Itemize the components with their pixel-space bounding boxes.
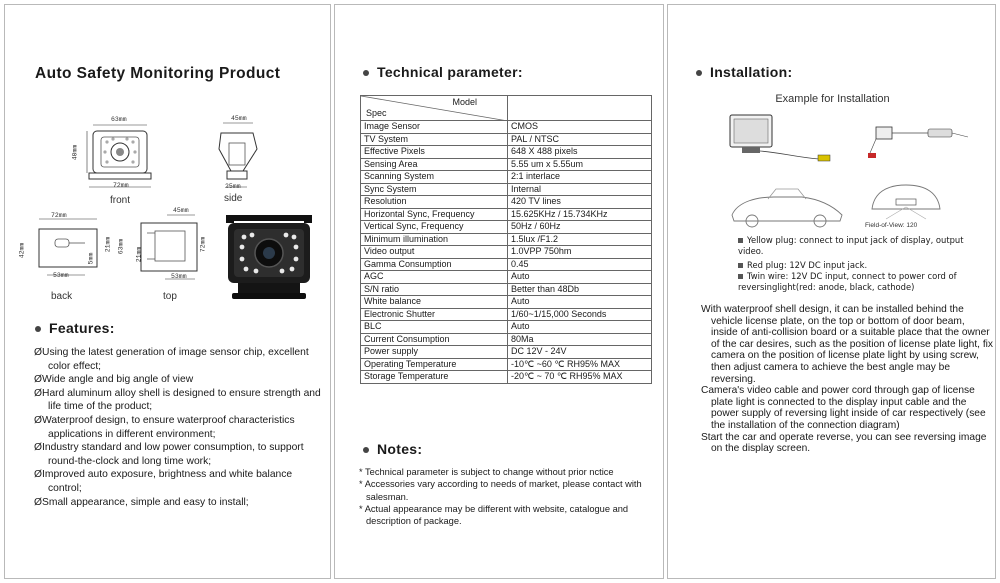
spec-value-cell: DC 12V - 24V xyxy=(508,346,652,359)
table-row xyxy=(361,133,652,146)
spec-value-cell: PAL / NTSC xyxy=(508,133,652,146)
table-row xyxy=(361,158,652,171)
dim-back-left: 42mm xyxy=(18,242,26,259)
spec-value-cell: CMOS xyxy=(508,121,652,134)
spec-value-cell: 0.45 xyxy=(508,258,652,271)
dim-top-top: 45mm xyxy=(173,207,189,214)
spec-value-cell: 15.625KHz / 15.734KHz xyxy=(508,208,652,221)
header-diagonal-cell xyxy=(361,96,508,121)
dim-top-mid: 21mm xyxy=(135,246,143,263)
list-item: ØHard aluminum alloy shell is designed to ensure strength and life time of the product; xyxy=(34,387,321,413)
dim-front-height: 40mm xyxy=(71,144,79,161)
table-row xyxy=(361,258,652,271)
spec-value-cell: 1/60~1/15,000 Seconds xyxy=(508,308,652,321)
spec-value-cell: 420 TV lines xyxy=(508,196,652,209)
notes-list xyxy=(359,466,659,527)
red-plug-note: Red plug: 12V DC input jack. xyxy=(738,260,988,271)
dim-back-bottom: 53mm xyxy=(53,272,69,279)
spec-name-cell: Effective Pixels xyxy=(361,146,508,159)
spec-name-cell: Sensing Area xyxy=(361,158,508,171)
installation-panel xyxy=(667,4,996,579)
table-row xyxy=(361,358,652,371)
dim-front-width-bottom: 72mm xyxy=(113,182,129,189)
spec-value-cell: 1.5lux /F1.2 xyxy=(508,233,652,246)
notes-heading: Notes: xyxy=(363,441,422,457)
installation-steps xyxy=(701,304,993,455)
spec-name-cell: Gamma Consumption xyxy=(361,258,508,271)
list-item: With waterproof shell design, it can be installed behind the vehicle license plate, on the top or bottom of door beam, inside of anti-collision board or a suitable place that the owner of the car desires, such as the position of license plate light, fix camera on the position of license plate light by using screw, then adjust camera to achieve the best angle may be reversing. xyxy=(701,304,994,385)
table-row xyxy=(361,171,652,184)
caption-back: back xyxy=(51,291,73,302)
spec-value-cell: 648 X 488 pixels xyxy=(508,146,652,159)
spec-value-cell: -20℃ ~ 70 ℃ RH95% MAX xyxy=(508,371,652,384)
spec-name-cell: Storage Temperature xyxy=(361,371,508,384)
spec-value-cell: Auto xyxy=(508,271,652,284)
monitor-drawing xyxy=(724,113,854,175)
spec-value-cell: 1.0VPP 750hm xyxy=(508,246,652,259)
dim-back-mid1: 21mm xyxy=(104,236,112,253)
spec-value-cell: Better than 48Db xyxy=(508,283,652,296)
spec-name-cell: Minimum illumination xyxy=(361,233,508,246)
list-item: ØImproved auto exposure, brightness and white balance control; xyxy=(34,469,293,494)
table-row xyxy=(361,183,652,196)
spec-name-cell: Power supply xyxy=(361,346,508,359)
table-row xyxy=(361,146,652,159)
list-item: Camera's video cable and power cord through gap of license plate light is connected to the display input cable and the power supply of reversing light inside of car respectively (see the installation of the connection diagram) xyxy=(701,385,986,431)
car-rear-drawing xyxy=(866,177,946,221)
spec-value-cell: 80Ma xyxy=(508,333,652,346)
spec-name-cell: White balance xyxy=(361,296,508,309)
bullet-icon xyxy=(696,70,702,76)
list-item: * Technical parameter is subject to change without prior nctice xyxy=(359,467,614,477)
dim-side-top: 45mm xyxy=(231,115,247,122)
table-row xyxy=(361,283,652,296)
spec-name-cell: Operating Temperature xyxy=(361,358,508,371)
table-row xyxy=(361,296,652,309)
spec-name-cell: AGC xyxy=(361,271,508,284)
spec-table xyxy=(360,95,652,384)
dim-top-right: 72mm xyxy=(199,236,207,253)
table-row xyxy=(361,196,652,209)
technical-panel xyxy=(334,4,664,579)
spec-value-cell: Internal xyxy=(508,183,652,196)
bullet-icon xyxy=(363,447,369,453)
list-item: ØWaterproof design, to ensure waterproof characteristics applications in different environment; xyxy=(34,414,295,440)
spec-name-cell: Vertical Sync, Frequency xyxy=(361,221,508,234)
spec-value-cell: 5.55 um x 5.55um xyxy=(508,158,652,171)
table-row xyxy=(361,308,652,321)
features-heading: Features: xyxy=(35,320,115,336)
camera-photo xyxy=(218,213,320,303)
spec-value-cell: 2:1 interlace xyxy=(508,171,652,184)
spec-name-cell: Electronic Shutter xyxy=(361,308,508,321)
table-row xyxy=(361,121,652,134)
bullet-icon xyxy=(35,326,41,332)
spec-value-cell: Auto xyxy=(508,321,652,334)
bullet-icon xyxy=(363,70,369,76)
spec-name-cell: Video output xyxy=(361,246,508,259)
list-item: * Actual appearance may be different with website, catalogue and description of package. xyxy=(359,503,629,527)
spec-name-cell: BLC xyxy=(361,321,508,334)
dim-back-mid2: 5mm xyxy=(87,252,95,265)
example-title: Example for Installation xyxy=(775,93,890,105)
technical-heading: Technical parameter: xyxy=(363,64,523,80)
spec-name-cell: Scanning System xyxy=(361,171,508,184)
product-title: Auto Safety Monitoring Product xyxy=(35,65,281,82)
square-bullet-icon xyxy=(738,274,743,279)
fov-label: Field-of-View: 120 xyxy=(865,222,918,229)
table-row xyxy=(361,208,652,221)
camera-cable-drawing xyxy=(868,123,978,163)
caption-side: side xyxy=(224,193,243,204)
table-row xyxy=(361,221,652,234)
table-row xyxy=(361,321,652,334)
table-row xyxy=(361,371,652,384)
spec-name-cell: TV System xyxy=(361,133,508,146)
header-model: Model xyxy=(452,97,477,107)
spec-name-cell: Resolution xyxy=(361,196,508,209)
spec-name-cell: Current Consumption xyxy=(361,333,508,346)
spec-name-cell: Horizontal Sync, Frequency xyxy=(361,208,508,221)
spec-value-cell: 50Hz / 60Hz xyxy=(508,221,652,234)
table-row xyxy=(361,346,652,359)
caption-top: top xyxy=(163,291,177,302)
dim-top-left: 63mm xyxy=(117,238,125,255)
twin-wire-note: Twin wire: 12V DC input, connect to power cord of reversinglight(red: anode, black, cathode) xyxy=(738,271,957,292)
list-item: ØUsing the latest generation of image sensor chip, excellent color effect; xyxy=(34,347,309,372)
dim-top-bottom: 53mm xyxy=(171,273,187,280)
list-item: ØSmall appearance, simple and easy to install; xyxy=(34,496,249,508)
car-side-drawing xyxy=(728,181,848,231)
table-row xyxy=(361,233,652,246)
dim-back-top: 72mm xyxy=(51,212,67,219)
list-item: ØIndustry standard and low power consumption, to support round-the-clock and long time work; xyxy=(34,442,304,467)
table-row xyxy=(361,246,652,259)
spec-rows xyxy=(361,121,652,384)
spec-name-cell: S/N ratio xyxy=(361,283,508,296)
header-value-cell xyxy=(508,96,652,121)
spec-value-cell: -10℃ ~60 ℃ RH95% MAX xyxy=(508,358,652,371)
dim-front-width-top: 63mm xyxy=(111,116,127,123)
table-row xyxy=(361,271,652,284)
yellow-plug-note: Yellow plug: connect to input jack of display, output video. xyxy=(738,235,964,256)
square-bullet-icon xyxy=(738,263,743,268)
spec-name-cell: Sync System xyxy=(361,183,508,196)
list-item: * Accessories vary according to needs of market, please contact with salesman. xyxy=(359,479,642,502)
caption-front: front xyxy=(110,195,131,206)
list-item: Start the car and operate reverse, you can see reversing image on the display screen. xyxy=(701,431,987,455)
installation-heading: Installation: xyxy=(696,64,792,80)
table-row xyxy=(361,333,652,346)
product-panel xyxy=(4,4,331,579)
dim-side-bottom: 25mm xyxy=(225,183,241,190)
header-spec: Spec xyxy=(366,108,387,118)
spec-value-cell: Auto xyxy=(508,296,652,309)
features-list xyxy=(34,346,326,509)
spec-name-cell: Image Sensor xyxy=(361,121,508,134)
table-header-row xyxy=(361,96,652,121)
square-bullet-icon xyxy=(738,238,743,243)
list-item: ØWide angle and big angle of view xyxy=(34,374,194,386)
